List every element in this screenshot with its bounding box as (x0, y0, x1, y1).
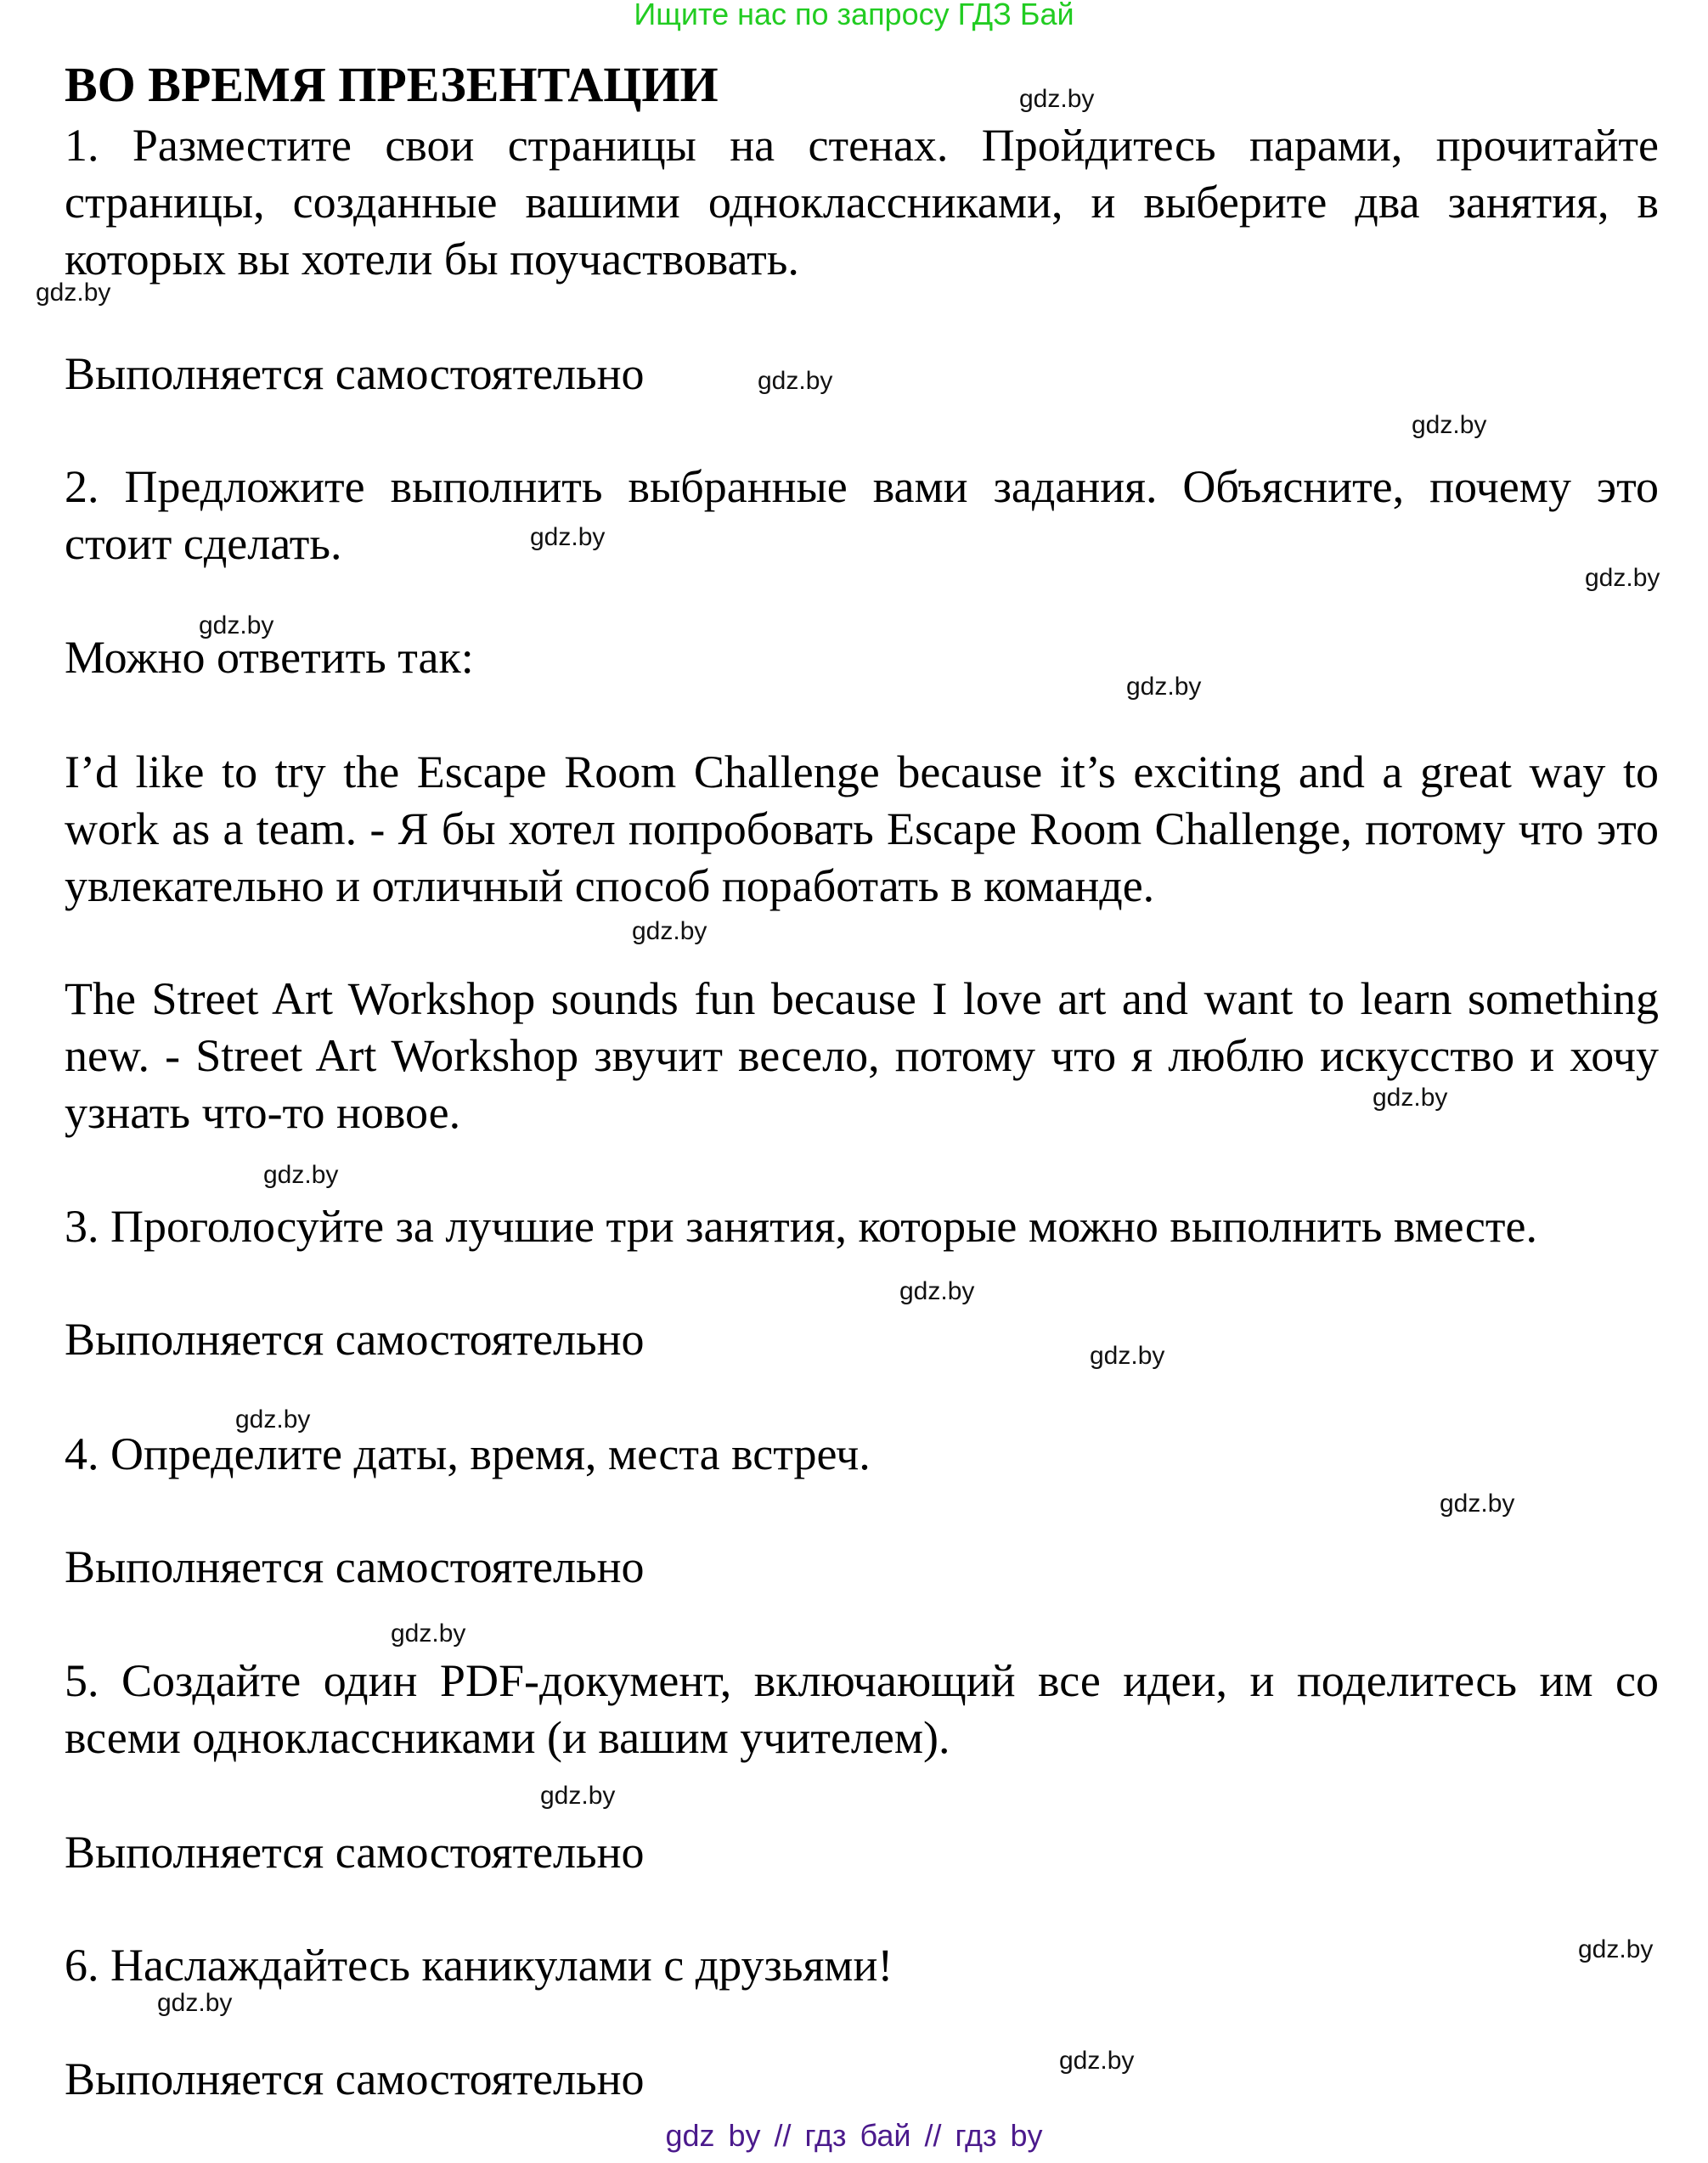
page-title: ВО ВРЕМЯ ПРЕЗЕНТАЦИИ (65, 57, 719, 112)
watermark: gdz.by (1019, 85, 1095, 113)
answer-2-example-1: I’d like to try the Escape Room Challenge because it’s exciting and a great way to work as a team. - Я бы хотел попробовать Escape Room Challenge, потому что это увлекательно и отличный способ поработать в команде. (65, 746, 1659, 911)
watermark: gdz.by (1440, 1490, 1515, 1518)
watermark: gdz.by (1585, 564, 1660, 592)
answer-6: Выполняется самостоятельно (65, 2053, 645, 2104)
watermark: gdz.by (1412, 411, 1487, 439)
task-4: 4. Определите даты, время, места встреч. (65, 1428, 871, 1479)
task-1: 1. Разместите свои страницы на стенах. Пройдитесь парами, прочитайте страницы, созданные вашими одноклассниками, и выберите два занятия, в которых вы хотели бы поучаствовать. (65, 120, 1659, 284)
task-2: 2. Предложите выполнить выбранные вами задания. Объясните, почему это стоит сделать. (65, 461, 1659, 569)
watermark: gdz.by (1059, 2047, 1135, 2075)
task-5: 5. Создайте один PDF-документ, включающий все идеи, и поделитесь им со всеми одноклассниками (и вашим учителем). (65, 1655, 1659, 1763)
watermark: gdz.by (263, 1161, 339, 1189)
answer-4: Выполняется самостоятельно (65, 1541, 645, 1592)
watermark: gdz.by (899, 1277, 975, 1305)
answer-1: Выполняется самостоятельно (65, 348, 645, 399)
footer-links: gdz by // гдз бай // гдз by (665, 2118, 1043, 2153)
watermark: gdz.by (632, 917, 707, 945)
watermark: gdz.by (1126, 673, 1202, 701)
watermark: gdz.by (530, 523, 606, 551)
watermark: gdz.by (235, 1405, 311, 1434)
answer-2-intro: Можно ответить так: (65, 632, 474, 683)
answer-3: Выполняется самостоятельно (65, 1314, 645, 1365)
answer-5: Выполняется самостоятельно (65, 1827, 645, 1878)
watermark: gdz.by (391, 1619, 466, 1648)
watermark: gdz.by (36, 279, 111, 307)
watermark: gdz.by (1373, 1084, 1448, 1112)
watermark: gdz.by (758, 367, 833, 395)
watermark: gdz.by (1090, 1342, 1165, 1370)
watermark: gdz.by (199, 611, 274, 639)
task-6: 6. Наслаждайтесь каникулами с друзьями! (65, 1940, 893, 1991)
search-banner: Ищите нас по запросу ГДЗ Бай (634, 0, 1074, 31)
answer-2-example-2: The Street Art Workshop sounds fun because I love art and want to learn something new. - Street Art Workshop звучит весело, потому что я люблю искусство и хочу узнать что-то новое. (65, 973, 1659, 1138)
watermark: gdz.by (157, 1989, 233, 2017)
watermark: gdz.by (540, 1782, 616, 1810)
watermark: gdz.by (1578, 1935, 1654, 1963)
task-3: 3. Проголосуйте за лучшие три занятия, которые можно выполнить вместе. (65, 1201, 1537, 1252)
